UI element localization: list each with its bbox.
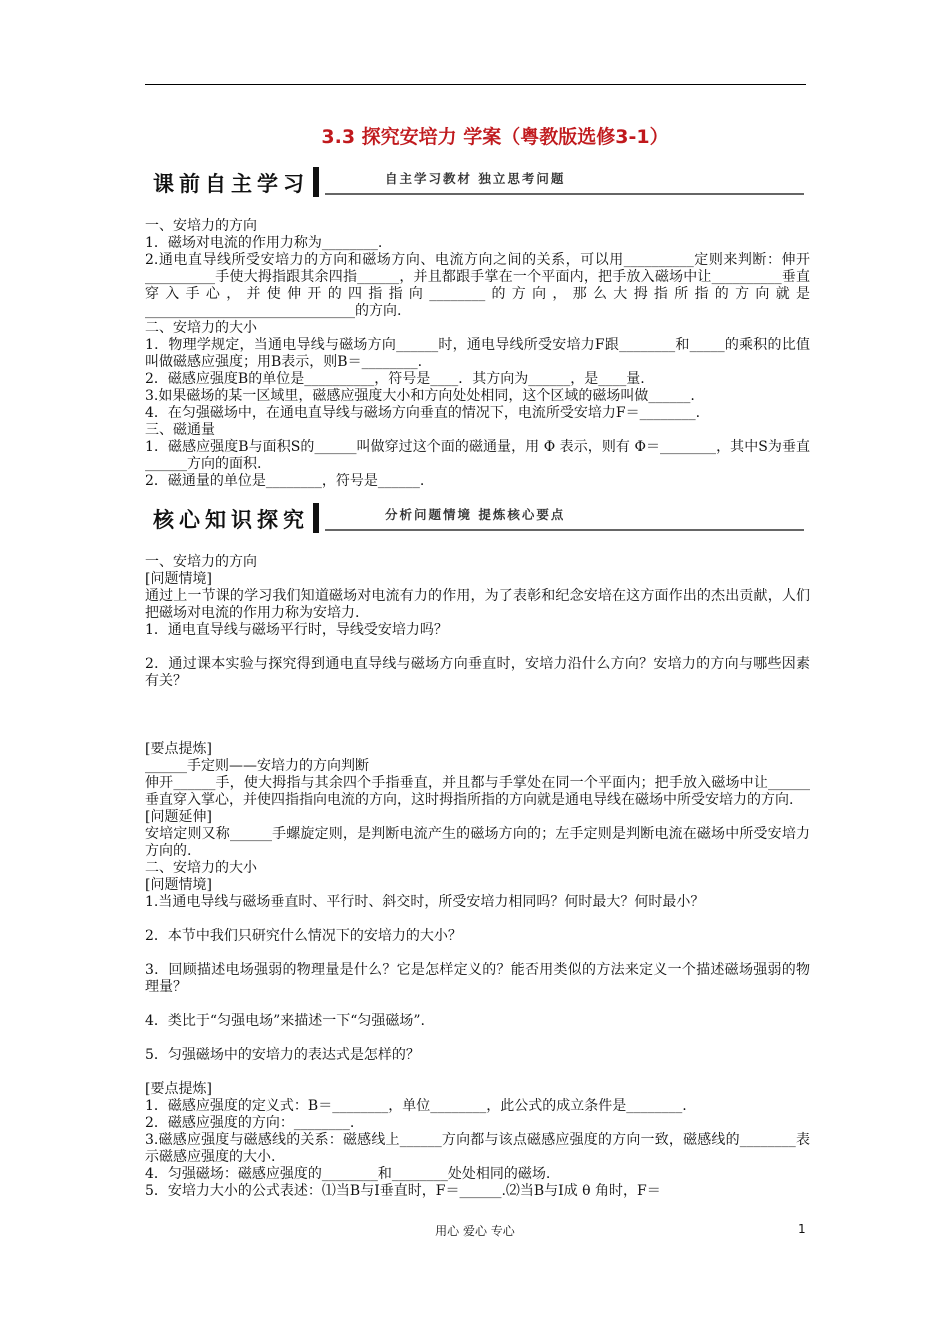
page-title: 3.3 探究安培力 学案（粤教版选修3-1） (321, 126, 669, 148)
text-line: 1．磁感应强度B与面积S的______叫做穿过这个面的磁通量，用 Φ 表示，则有 Φ＝________，其中S为垂直______方向的面积. (145, 439, 810, 472)
blank-line (145, 1064, 810, 1081)
text-line: 1.当通电导线与磁场垂直时、平行时、斜交时，所受安培力相同吗？何时最大？何时最小？ (145, 894, 705, 910)
text-line: 1．磁感应强度的定义式：B＝________，单位________，此公式的成立条件是________. (145, 1098, 687, 1114)
blank-line (145, 707, 810, 724)
blank-line (145, 996, 810, 1013)
banner-bar (313, 503, 319, 533)
banner-underline (325, 529, 804, 531)
header-rule (145, 84, 806, 85)
text-line: 三、磁通量 (145, 422, 215, 438)
banner-bar (313, 167, 319, 197)
text-line: [问题情境] (145, 571, 212, 587)
text-line: 伸开______手，使大拇指与其余四个手指垂直，并且都与手掌处在同一个平面内；把手放入磁场中让______垂直穿入掌心，并使四指指向电流的方向，这时拇指所指的方向就是通电导线在磁场中所受安培力的方向. (145, 775, 810, 808)
text-line: 2．本节中我们只研究什么情况下的安培力的大小？ (145, 928, 462, 944)
blank-line (145, 690, 810, 707)
text-line: 5．匀强磁场中的安培力的表达式是怎样的？ (145, 1047, 420, 1063)
text-line: 3．回顾描述电场强弱的物理量是什么？它是怎样定义的？能否用类似的方法来定义一个描述磁场强弱的物理量？ (145, 962, 810, 995)
core-knowledge-section (145, 554, 810, 1200)
text-line: 安培定则又称______手螺旋定则，是判断电流产生的磁场方向的；左手定则是判断电流在磁场中所受安培力方向的. (145, 826, 810, 859)
blank-line (145, 724, 810, 741)
text-line: 2．磁感应强度的方向：________. (145, 1115, 355, 1131)
text-line: 5．安培力大小的公式表述：⑴当B与I垂直时，F＝______.⑵当B与I成 θ 角时，F＝ (145, 1183, 661, 1199)
text-line: 二、安培力的大小 (145, 320, 257, 336)
text-line: 2．磁感应强度B的单位是__________，符号是____．其方向为______，是____量. (145, 371, 645, 387)
text-line: 3.如果磁场的某一区域里，磁感应强度大小和方向处处相同，这个区域的磁场叫做______. (145, 388, 695, 404)
text-line: 2．磁通量的单位是________，符号是______. (145, 473, 425, 489)
text-line: 4．类比于“匀强电场”来描述一下“匀强磁场”. (145, 1013, 425, 1029)
banner-subtitle: 分析问题情境 提炼核心要点 (385, 507, 566, 522)
blank-line (145, 911, 810, 928)
banner-subtitle: 自主学习教材 独立思考问题 (385, 171, 566, 186)
blank-line (145, 945, 810, 962)
footer-text: 用心 爱心 专心 (435, 1224, 515, 1238)
banner-underline (325, 193, 804, 195)
blank-line (145, 639, 810, 656)
text-line: [问题延伸] (145, 809, 212, 825)
text-line: 4．在匀强磁场中，在通电直导线与磁场方向垂直的情况下，电流所受安培力F＝________. (145, 405, 701, 421)
text-line: [要点提炼] (145, 1081, 212, 1097)
text-line: 通过上一节课的学习我们知道磁场对电流有力的作用，为了表彰和纪念安培在这方面作出的杰出贡献，人们把磁场对电流的作用力称为安培力. (145, 588, 810, 621)
text-line: 2．通过课本实验与探究得到通电直导线与磁场方向垂直时，安培力沿什么方向？安培力的方向与哪些因素有关？ (145, 656, 810, 689)
banner-title: 课前自主学习 (153, 172, 309, 196)
text-line: 1．物理学规定，当通电导线与磁场方向______时，通电导线所受安培力F跟________和_____的乘积的比值叫做磁感应强度；用B表示，则B＝________. (145, 337, 810, 370)
preview-study-section (145, 218, 810, 490)
text-line: 3.磁感应强度与磁感线的关系：磁感线上______方向都与该点磁感应强度的方向一致，磁感线的________表示磁感应强度的大小. (145, 1132, 810, 1165)
page-number: 1 (798, 1222, 806, 1236)
section-banner-preview (145, 165, 806, 199)
blank-line (145, 1030, 810, 1047)
text-line: 2.通电直导线所受安培力的方向和磁场方向、电流方向之间的关系，可以用__________定则来判断：伸开__________手使大拇指跟其余四指______，并且都跟手掌在一个平面内，把手放入磁场中让__________垂直穿入手心，并使伸开的四指指向________的方向，那么大拇指所指的方向就是______________________________的方向. (145, 252, 810, 319)
text-line: [要点提炼] (145, 741, 212, 757)
text-line: 一、安培力的方向 (145, 554, 257, 570)
banner-title: 核心知识探究 (153, 508, 309, 532)
text-line: ______手定则——安培力的方向判断 (145, 758, 369, 774)
text-line: 1．磁场对电流的作用力称为________. (145, 235, 383, 251)
text-line: 1．通电直导线与磁场平行时，导线受安培力吗？ (145, 622, 448, 638)
text-line: 二、安培力的大小 (145, 860, 257, 876)
text-line: 一、安培力的方向 (145, 218, 257, 234)
text-line: 4．匀强磁场：磁感应强度的________和________处处相同的磁场. (145, 1166, 551, 1182)
text-line: [问题情境] (145, 877, 212, 893)
section-banner-core (145, 501, 806, 535)
